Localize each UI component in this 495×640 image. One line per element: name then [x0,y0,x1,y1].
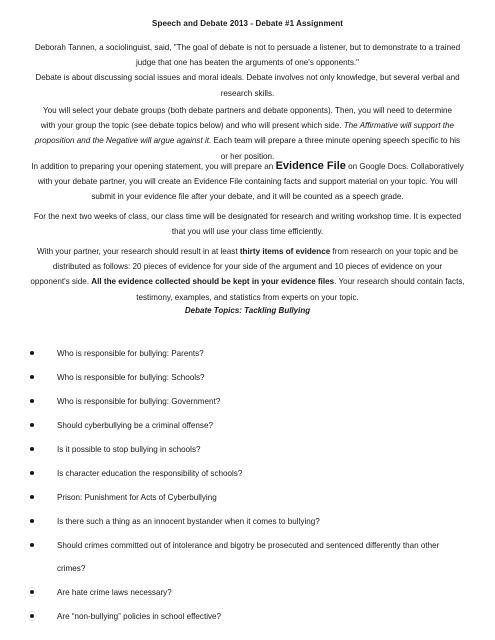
groups-line: or her position. [220,151,275,161]
bullet-icon [30,590,34,594]
bullet-icon [30,351,34,355]
groups-line: You will select your debate groups (both debate partners and debate opponents). Then, you will need to determine [42,106,452,115]
bullet-icon [30,423,34,427]
topics-heading: Debate Topics: Tackling Bullying [184,306,311,315]
list-item-text: Should cyberbullying be a criminal offense? [57,421,213,430]
evidence-line: submit in your evidence file after your debate, and it will be counted as a speech grade. [91,192,404,202]
research-text: opponent's side. [30,277,92,287]
bullet-icon [30,471,34,475]
research-line: testimony, examples, and statistics from experts on your topic. [136,292,359,302]
list-item-text: Is there such a thing as an innocent bystander when it comes to bullying? [57,517,320,526]
bullet-icon [30,375,34,379]
list-item-text: Are hate crime laws necessary? [57,588,172,597]
class-time-line: For the next two weeks of class, our class time will be designated for research and writing workshop time. It is expected [33,212,462,221]
page-title: Speech and Debate 2013 - Debate #1 Assignment [152,19,343,28]
research-text: from research on your topic and be [330,247,459,256]
intro-line: Deborah Tannen, a sociolinguist, said, "The goal of debate is not to persuade a listener, but to demonstrate to a trained [34,43,461,52]
bullet-icon [30,495,34,499]
evidence-line: with your debate partner, you will create an Evidence File containing facts and support material on your topic. You will [37,177,458,187]
bullet-icon [30,399,34,403]
groups-text: with your group the topic (see debate topics below) and who will present which side. [40,121,344,131]
evidence-text: on Google Docs. Collaboratively [345,162,464,171]
research-text: With your partner, your research should result in at least [36,247,240,256]
list-item-text: Who is responsible for bullying: Government? [57,397,221,406]
list-item-text: Who is responsible for bullying: Parents? [57,349,204,358]
research-line: distributed as follows: 20 pieces of evidence for your side of the argument and 10 pieces of evidence on your [52,262,443,272]
research-bold-text: All the evidence collected should be kept in your evidence files [91,277,335,287]
class-time-line: that you will use your class time efficiently. [171,227,324,237]
intro-line: judge that one has beaten the arguments of one's opponents." [135,58,360,68]
groups-italic-text: The Affirmative will support the [343,121,455,131]
list-item-text: Is character education the responsibility of schools? [57,469,243,478]
bullet-icon [30,614,34,618]
evidence-text: In addition to preparing your opening statement, you will prepare an [31,162,276,171]
groups-italic-text: proposition and the Negative will argue against it. [34,136,212,146]
bullet-icon [30,543,34,547]
list-item-text: Are “non-bullying” policies in school effective? [57,612,222,621]
bullet-icon [30,519,34,523]
intro-line: research skills. [220,88,275,98]
list-item-text: crimes? [57,564,86,573]
list-item-text: Should crimes committed out of intolerance and bigotry be prosecuted and sentenced differently than other [57,541,440,550]
list-item-text: Prison: Punishment for Acts of Cyberbullying [57,493,217,502]
groups-text: Each team will prepare a three minute opening speech specific to his [211,136,461,146]
research-text: . Your research should contain facts, [334,277,465,287]
research-bold-text: thirty items of evidence [239,247,331,256]
evidence-file-emphasis: Evidence File [275,160,346,172]
list-item-text: Is it possible to stop bullying in schools? [57,445,201,454]
bullet-icon [30,447,34,451]
list-item-text: Who is responsible for bullying: Schools? [57,373,205,382]
intro-line: Debate is about discussing social issues and moral ideals. Debate involves not only knowledge, but several verbal and [35,73,460,83]
